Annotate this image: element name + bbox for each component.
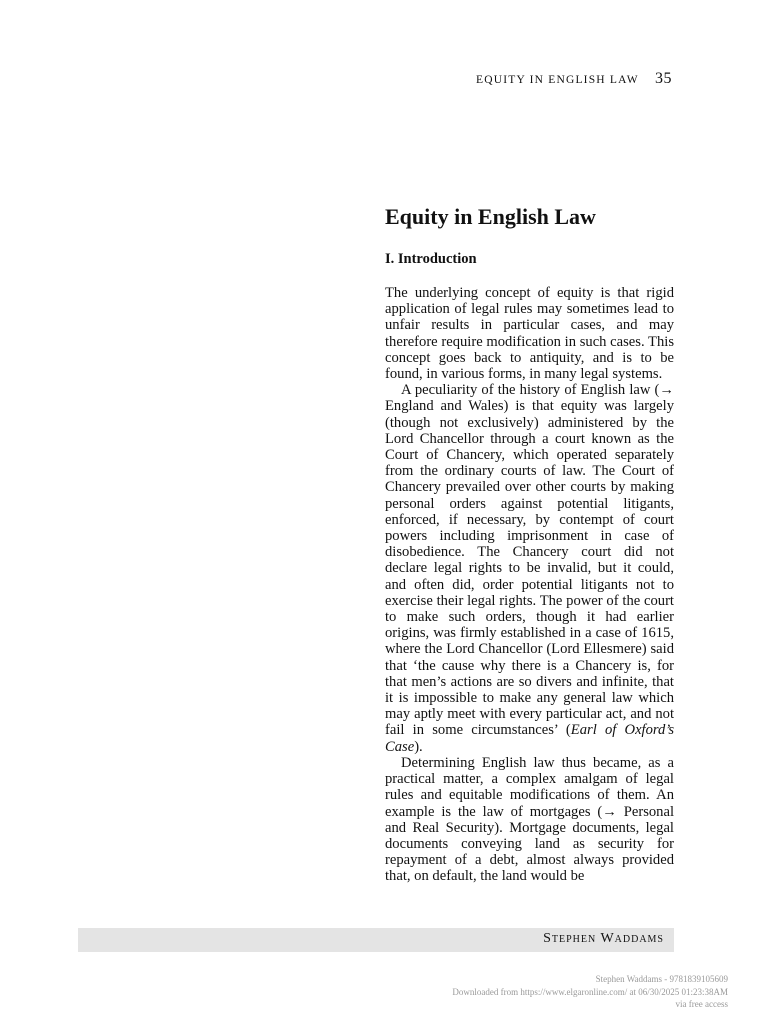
running-head-title: EQUITY IN ENGLISH LAW bbox=[475, 74, 639, 86]
paragraph-2-end: ). bbox=[414, 738, 423, 755]
footer-line-2: Downloaded from https://www.elgaronline.com/ at 06/30/2025 01:23:38AM bbox=[452, 986, 728, 997]
paragraph-1: The underlying concept of equity is that rigid application of legal rules may sometimes lead to unfair results in particular cases, and may therefore require modification in such cases. This concept goes back to antiquity, and is to be found, in various forms, in many legal systems. bbox=[385, 285, 674, 383]
paragraph-2-text: A peculiarity of the history of English law (→ England and Wales) is that equity was largely (though not exclusively) administered by the Lord Chancellor through a court known as the Court of Chancery, which operated separately from the ordinary courts of law. The Court of Chancery prevailed over other courts by making personal orders against potential litigants, enforced, if necessary, by contempt of court powers including imprisonment in case of disobedience. The Chancery court did not declare legal rights to be invalid, but it could, and often did, order potential litigants not to exercise their legal rights. The power of the court to make such orders, though it had earlier origins, was firmly established in a case of 1615, where the Lord Chancellor (Lord Ellesmere) said that ‘the cause why there is a Chancery is, for that men’s actions are so divers and infinite, that it is impossible to make any general law which may aptly meet with every particular act, and not fail in some circumstances’ ( bbox=[385, 382, 674, 739]
section-heading: I. Introduction bbox=[385, 251, 477, 267]
page-number: 35 bbox=[655, 70, 672, 87]
footer-line-3: via free access bbox=[675, 999, 728, 1009]
article-title: Equity in English Law bbox=[385, 204, 596, 229]
download-footer bbox=[452, 973, 728, 1011]
author-bar bbox=[78, 928, 674, 952]
case-citation: Earl of Oxford’s Case bbox=[385, 722, 674, 755]
author-name: Stephen Waddams bbox=[543, 931, 664, 946]
footer-line-1: Stephen Waddams - 9781839105609 bbox=[595, 974, 728, 984]
article-body bbox=[385, 200, 674, 885]
paragraph-2 bbox=[385, 382, 674, 755]
running-head bbox=[476, 70, 672, 88]
paragraph-3: Determining English law thus became, as a practical matter, a complex amalgam of legal rules and equitable modifications of them. An example is the law of mortgages (→ Personal and Real Security). Mortgage documents, legal documents conveying land as security for repayment of a debt, almost always provided that, on default, the land would be bbox=[385, 754, 674, 885]
